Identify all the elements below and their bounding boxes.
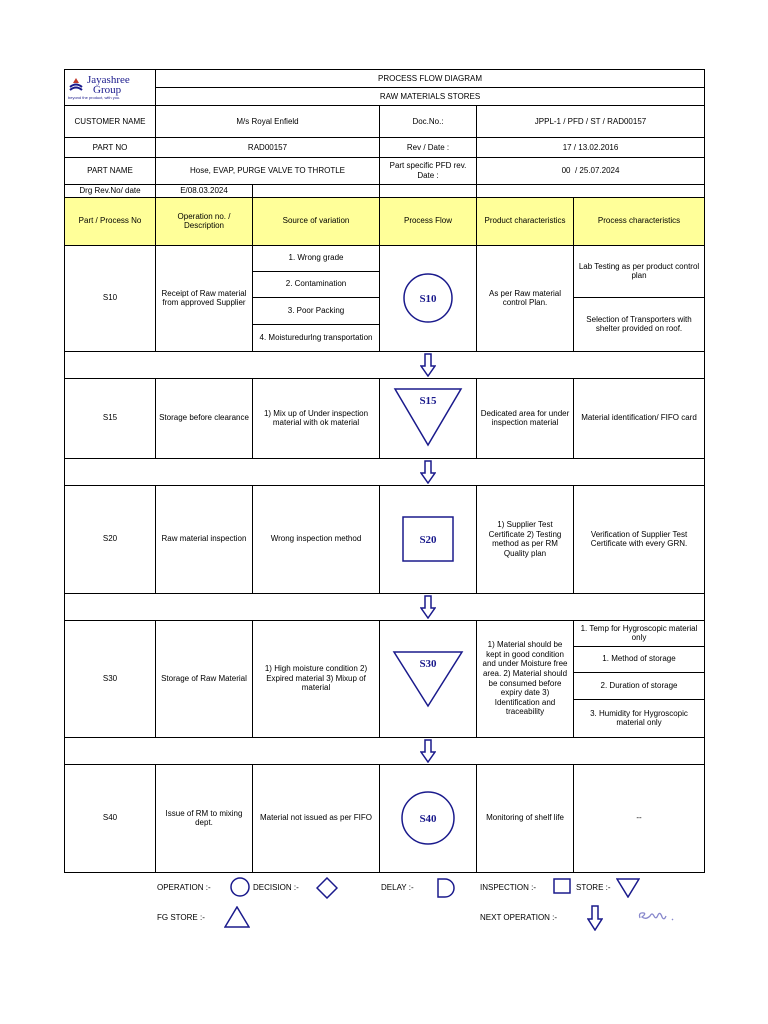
source-item: Material not issued as per FIFO bbox=[253, 764, 380, 872]
process-char: Material identification/ FIFO card bbox=[574, 378, 705, 458]
step-no: S10 bbox=[65, 245, 156, 351]
store-triangle-icon bbox=[616, 878, 640, 898]
partname-value: Hose, EVAP, PURGE VALVE TO THROTLE bbox=[156, 158, 380, 185]
step-row-s40 bbox=[65, 764, 705, 872]
product-char: Dedicated area for under inspection material bbox=[477, 378, 574, 458]
next-arrow bbox=[380, 351, 477, 378]
step-no: S20 bbox=[65, 485, 156, 593]
flow-label: S10 bbox=[419, 293, 437, 306]
source-item: Wrong inspection method bbox=[253, 485, 380, 593]
docno-value: JPPL-1 / PFD / ST / RAD00157 bbox=[477, 106, 705, 138]
drg-label: Drg Rev.No/ date bbox=[65, 185, 156, 198]
col-header-operation: Operation no. / Description bbox=[156, 197, 253, 245]
process-char: 3. Humidity for Hygroscopic material only bbox=[574, 699, 705, 737]
next-arrow bbox=[380, 458, 477, 485]
process-char: Lab Testing as per product control plan bbox=[574, 245, 705, 297]
process-char: 2. Duration of storage bbox=[574, 672, 705, 699]
product-char: 1) Material should be kept in good condition and under Moisture free area. 2) Material should be consumed before expiry date 3) Identification and traceability bbox=[477, 620, 574, 737]
signature bbox=[636, 904, 682, 926]
down-arrow-icon bbox=[420, 460, 436, 484]
flow-cell bbox=[380, 378, 477, 458]
document-title: PROCESS FLOW DIAGRAM bbox=[156, 70, 705, 88]
down-arrow-icon bbox=[420, 739, 436, 763]
flow-cell bbox=[380, 485, 477, 593]
source-item: 4. Moisturedurlng transportation bbox=[253, 324, 380, 351]
process-flow-document bbox=[64, 69, 704, 873]
legend-fg-store-label: FG STORE :- bbox=[157, 913, 205, 922]
pfd-rev-label: Part specific PFD rev. Date : bbox=[380, 158, 477, 185]
flow-label: S20 bbox=[419, 534, 437, 547]
product-char: Monitoring of shelf life bbox=[477, 764, 574, 872]
fg-store-triangle-icon bbox=[224, 906, 250, 928]
step-row-s30 bbox=[65, 620, 705, 646]
operation-circle-icon bbox=[398, 268, 458, 328]
partname-label: PART NAME bbox=[65, 158, 156, 185]
partno-value: RAD00157 bbox=[156, 138, 380, 158]
logo-name: Jayashree bbox=[87, 73, 130, 86]
legend-inspection-label: INSPECTION :- bbox=[480, 883, 537, 892]
col-header-product: Product characteristics bbox=[477, 197, 574, 245]
process-char: 1. Method of storage bbox=[574, 646, 705, 672]
logo bbox=[65, 70, 156, 106]
next-arrow bbox=[380, 737, 477, 764]
col-header-flow: Process Flow bbox=[380, 197, 477, 245]
process-char: 1. Temp for Hygroscopic material only bbox=[574, 620, 705, 646]
down-arrow-icon bbox=[420, 595, 436, 619]
legend-store-label: STORE :- bbox=[576, 883, 611, 892]
document-subtitle: RAW MATERIALS STORES bbox=[156, 88, 705, 106]
step-no: S30 bbox=[65, 620, 156, 737]
step-no: S40 bbox=[65, 764, 156, 872]
legend-operation-label: OPERATION :- bbox=[157, 883, 211, 892]
docno-label: Doc.No.: bbox=[380, 106, 477, 138]
logo-sub: Group bbox=[93, 83, 122, 96]
customer-label: CUSTOMER NAME bbox=[65, 106, 156, 138]
step-description: Storage of Raw Material bbox=[156, 620, 253, 737]
partno-label: PART NO bbox=[65, 138, 156, 158]
process-flow-table bbox=[64, 69, 705, 873]
store-triangle-icon bbox=[393, 387, 463, 449]
decision-diamond-icon bbox=[316, 877, 338, 899]
source-item: 3. Poor Packing bbox=[253, 297, 380, 324]
process-char: Selection of Transporters with shelter provided on roof. bbox=[574, 297, 705, 351]
customer-value: M/s Royal Enfield bbox=[156, 106, 380, 138]
legend-decision-label: DECISION :- bbox=[253, 883, 299, 892]
col-header-process: Process characteristics bbox=[574, 197, 705, 245]
jayashree-logo-icon bbox=[68, 77, 84, 93]
legend-next-operation-label: NEXT OPERATION :- bbox=[480, 913, 558, 922]
rev-value: 17 / 13.02.2016 bbox=[477, 138, 705, 158]
next-arrow bbox=[380, 593, 477, 620]
col-header-source: Source of variation bbox=[253, 197, 380, 245]
step-description: Issue of RM to mixing dept. bbox=[156, 764, 253, 872]
flow-label: S40 bbox=[419, 813, 437, 826]
delay-d-icon bbox=[436, 878, 456, 898]
step-description: Raw material inspection bbox=[156, 485, 253, 593]
flow-label: S15 bbox=[419, 395, 437, 408]
source-item: 2. Contamination bbox=[253, 271, 380, 297]
flow-cell bbox=[380, 764, 477, 872]
inspection-square-icon bbox=[401, 515, 455, 563]
store-triangle-icon bbox=[392, 650, 464, 708]
source-item: 1) High moisture condition 2) Expired material 3) Mixup of material bbox=[253, 620, 380, 737]
step-row-s20 bbox=[65, 485, 705, 593]
flow-cell bbox=[380, 620, 477, 737]
pfd-rev-value bbox=[477, 158, 705, 185]
drg-value: E/08.03.2024 bbox=[156, 185, 253, 198]
step-no: S15 bbox=[65, 378, 156, 458]
operation-circle-icon bbox=[399, 789, 457, 847]
pfd-rev-no: 00 bbox=[561, 166, 571, 176]
step-row-s15 bbox=[65, 378, 705, 458]
next-operation-arrow-icon bbox=[587, 905, 603, 931]
step-row-s10 bbox=[65, 245, 705, 271]
rev-label: Rev / Date : bbox=[380, 138, 477, 158]
pfd-rev-date: / 25.07.2024 bbox=[574, 166, 620, 176]
product-char: As per Raw material control Plan. bbox=[477, 245, 574, 351]
product-char: 1) Supplier Test Certificate 2) Testing method as per RM Quality plan bbox=[477, 485, 574, 593]
down-arrow-icon bbox=[420, 353, 436, 377]
legend-delay-label: DELAY :- bbox=[381, 883, 414, 892]
flow-label: S30 bbox=[419, 657, 437, 670]
operation-circle-icon bbox=[230, 877, 250, 897]
source-item: 1) Mix up of Under inspection material with ok material bbox=[253, 378, 380, 458]
source-item: 1. Wrong grade bbox=[253, 245, 380, 271]
col-header-process-no: Part / Process No bbox=[65, 197, 156, 245]
flow-cell bbox=[380, 245, 477, 351]
inspection-square-icon bbox=[553, 878, 571, 894]
process-char: -- bbox=[574, 764, 705, 872]
step-description: Receipt of Raw material from approved Supplier bbox=[156, 245, 253, 351]
step-description: Storage before clearance bbox=[156, 378, 253, 458]
logo-tagline: beyond the product, with you. bbox=[68, 94, 121, 100]
process-char: Verification of Supplier Test Certificate with every GRN. bbox=[574, 485, 705, 593]
